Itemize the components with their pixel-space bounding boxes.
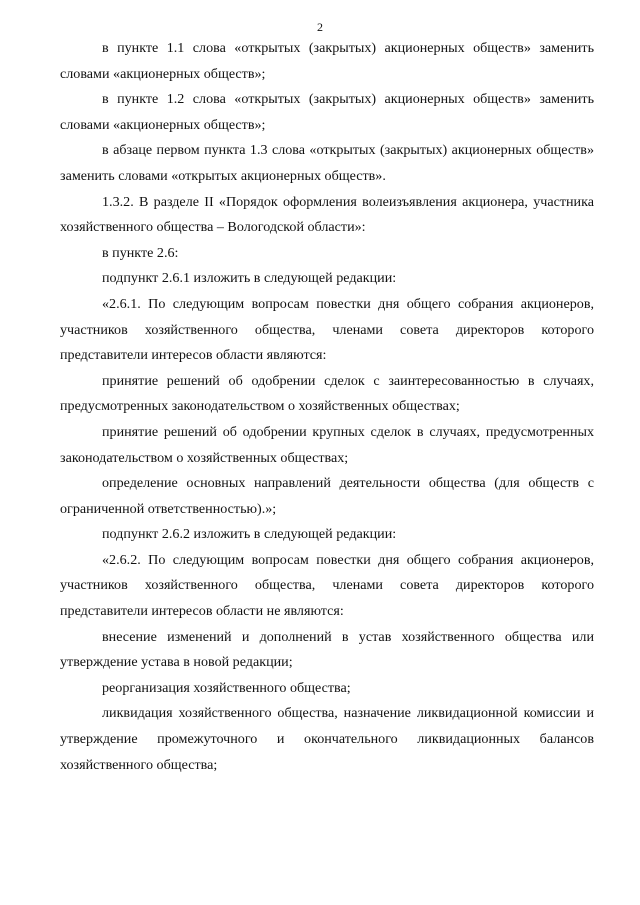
paragraph: определение основных направлений деятельности общества (для обществ с ограниченной ответственностью).»; [60, 475, 594, 517]
paragraph: в пункте 1.2 слова «открытых (закрытых) акционерных обществ» заменить словами «акционерных обществ»; [60, 91, 594, 133]
paragraph: принятие решений об одобрении сделок с заинтересованностью в случаях, предусмотренных законодательством о хозяйственных обществах; [60, 372, 594, 415]
paragraph: «2.6.2. По следующим вопросам повестки дня общего собрания акционеров, участников хозяйственного общества, членами совета директоров которого представители интересов области не являются: [60, 551, 594, 620]
paragraph: в абзаце первом пункта 1.3 слова «открытых (закрытых) акционерных обществ» заменить словами «открытых акционерных обществ». [60, 142, 594, 184]
document-body [60, 36, 594, 778]
paragraph: внесение изменений и дополнений в устав хозяйственного общества или утверждение устава в новой редакции; [60, 628, 594, 671]
paragraph: «2.6.1. По следующим вопросам повестки дня общего собрания акционеров, участников хозяйственного общества, членами совета директоров которого представители интересов области являются: [60, 295, 594, 364]
paragraph: 1.3.2. В разделе II «Порядок оформления волеизъявления акционера, участника хозяйственного общества – Вологодской области»: [60, 193, 594, 236]
paragraph: подпункт 2.6.1 изложить в следующей редакции: [102, 270, 397, 287]
paragraph: ликвидация хозяйственного общества, назначение ликвидационной комиссии и утверждение промежуточного и окончательного ликвидационных балансов хозяйственного общества; [60, 705, 594, 773]
paragraph: принятие решений об одобрении крупных сделок в случаях, предусмотренных законодательством о хозяйственных обществах; [60, 423, 594, 466]
page-number: 2 [317, 20, 323, 34]
paragraph: подпункт 2.6.2 изложить в следующей редакции: [102, 526, 397, 543]
paragraph: в пункте 1.1 слова «открытых (закрытых) акционерных обществ» заменить словами «акционерных обществ»; [60, 40, 594, 82]
paragraph: реорганизация хозяйственного общества; [102, 679, 351, 696]
paragraph: в пункте 2.6: [102, 244, 179, 261]
